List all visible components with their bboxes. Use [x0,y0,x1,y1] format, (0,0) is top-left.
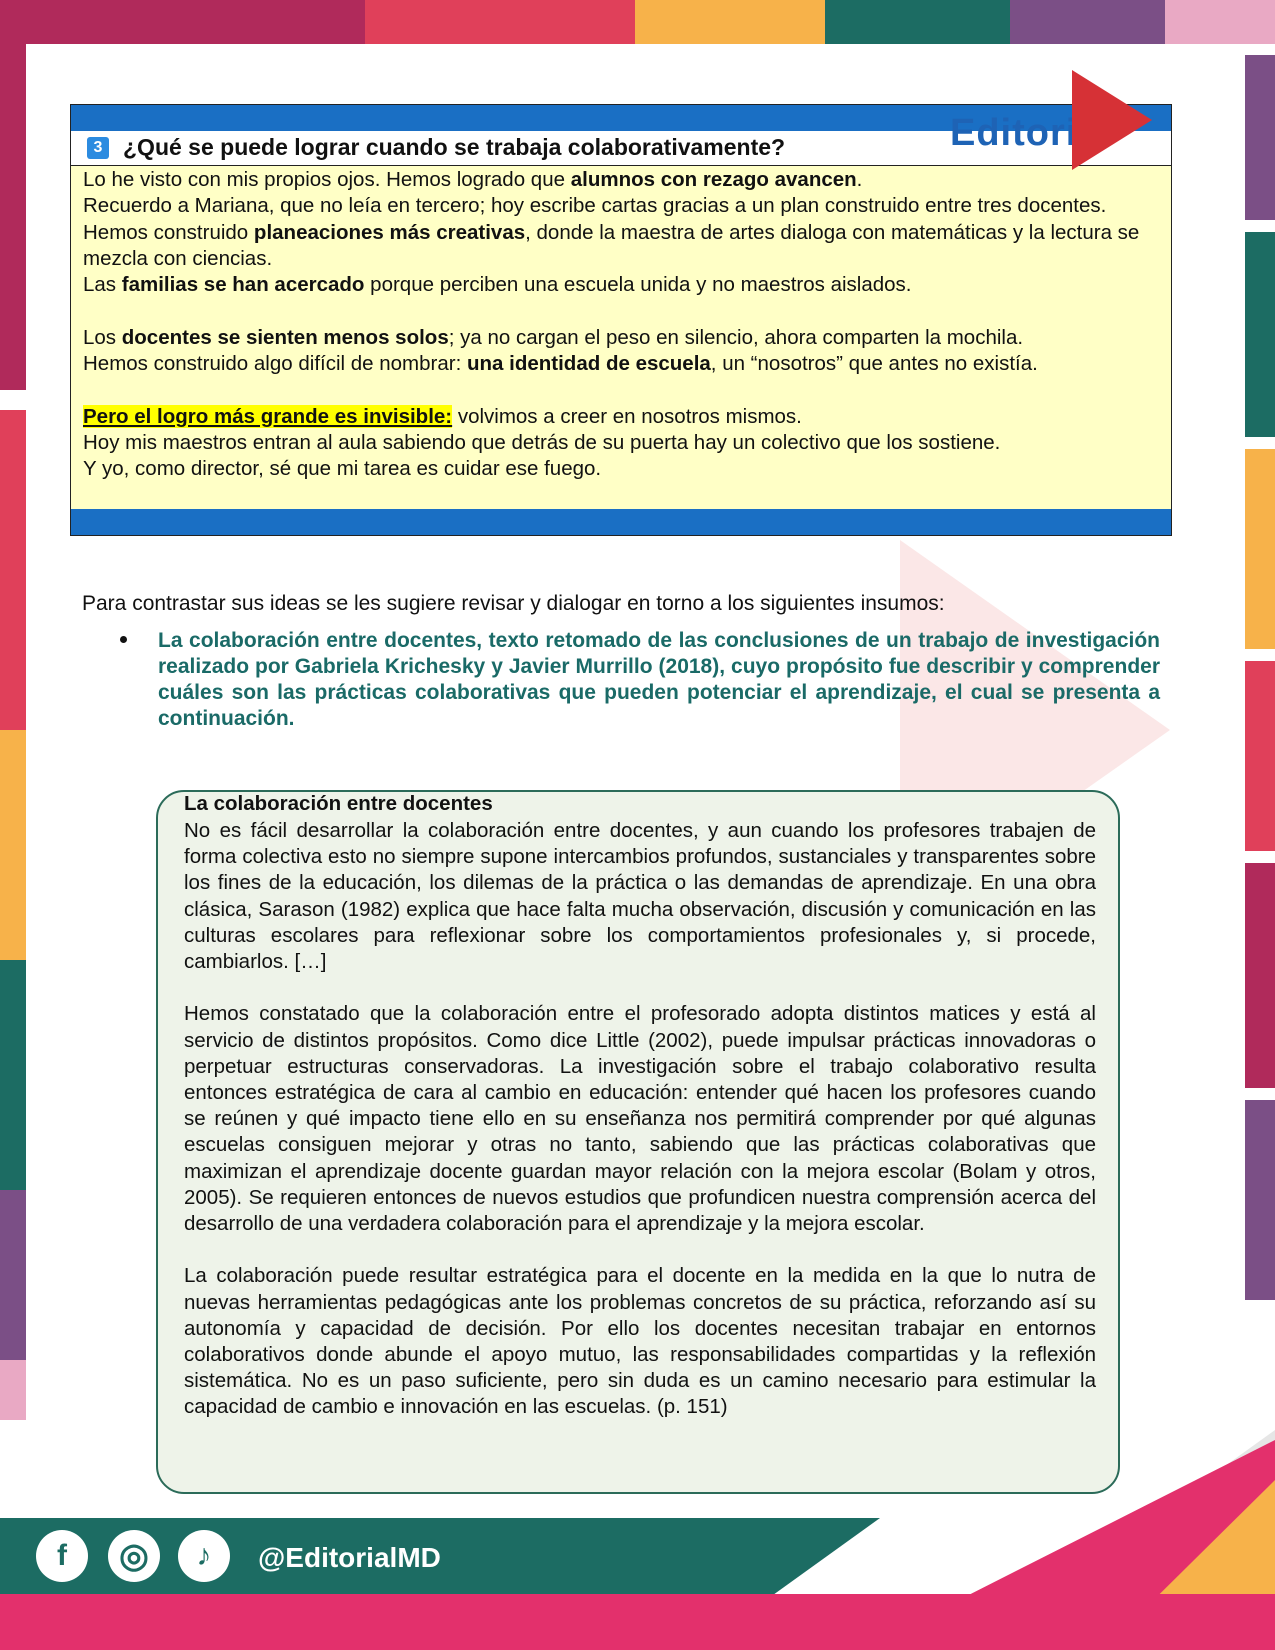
footer-pink-band [0,1594,1275,1650]
logo-text: Editorial [950,112,1112,154]
paragraph: Lo he visto con mis propios ojos. Hemos logrado que alumnos con rezago avancen. [83,168,863,191]
paragraph: Los docentes se sienten menos solos; ya no cargan el peso en silencio, ahora comparten la mochila. [83,325,1024,349]
logo-play-icon [1072,70,1152,170]
facebook-icon[interactable]: f [36,1530,88,1582]
quote-box [156,790,1120,1494]
paragraph: Las familias se han acercado porque perciben una escuela unida y no maestros aislados. [83,273,912,297]
paragraph: Y yo, como director, sé que mi tarea es cuidar ese fuego. [83,457,602,481]
bullet-icon [120,636,127,643]
bullet-text: La colaboración entre docentes, texto retomado de las conclusiones de un trabajo de investigación realizado por Gabriela Krichesky y Javier Murrillo (2018), cuyo propósito fue describir y comprender cuáles son las prácticas colaborativas que pueden potenciar el aprendizaje, el cual se presenta a continuación. [158,629,1160,730]
instagram-icon[interactable]: ◎ [108,1530,160,1582]
paragraph: Hemos construido algo difícil de nombrar: una identidad de escuela, un “nosotros” que antes no existía. [83,352,1038,376]
right-color-strip [1245,55,1275,1455]
question-body [83,167,1163,483]
question-number-badge: 3 [87,137,109,159]
question-box-bottom-bar [71,509,1171,535]
editorial-logo [950,110,1230,180]
paragraph: Hoy mis maestros entran al aula sabiendo que detrás de su puerta hay un colectivo que los sostiene. [83,430,1001,454]
top-color-strip [0,0,1275,44]
paragraph: Hemos construido planeaciones más creativas, donde la maestra de artes dialoga con matemáticas y la lectura se mezcla con ciencias. [83,220,1140,270]
paragraph: No es fácil desarrollar la colaboración entre docentes, y aun cuando los profesores trabajen de forma colectiva esto no siempre supone intercambios profundos, sustanciales y transparentes sobre los fines de la educación, los dilemas de la práctica o las demandas de aprendizaje. En una obra clásica, Sarason (1982) explica que hace falta mucha observación, discusión y comunicación en las culturas escolares para reflexionar sobre los comportamientos profesionales y, si procede, cambiarlos. […] [184,819,1096,974]
quote-title: La colaboración entre docentes [184,792,493,815]
paragraph: Pero el logro más grande es invisible: volvimos a creer en nosotros mismos. [83,404,802,428]
social-handle[interactable]: @EditorialMD [258,1542,441,1573]
paragraph: La colaboración puede resultar estratégica para el docente en la medida en la que lo nutra de nuevas herramientas pedagógicas ante los problemas concretos de su práctica, reforzando así su autonomía y capacidad de decisión. Por ello los docentes necesitan trabajar en entornos colaborativos donde abunde el apoyo mutuo, las responsabilidades compartidas y la reflexión sistemática. No es un paso suficiente, pero sin duda es un camino necesario para estimular la capacidad de cambio e innovación en las escuelas. (p. 151) [184,1264,1096,1419]
left-color-strip [0,0,26,1520]
tiktok-icon[interactable]: ♪ [178,1530,230,1582]
list-item [120,628,1160,732]
paragraph: Hemos constatado que la colaboración entre el profesorado adopta distintos matices y está al servicio de distintos propósitos. Como dice Little (2002), puede impulsar prácticas innovadoras o perpetuar estructuras conservadoras. La investigación sobre el trabajo colaborativo resulta entonces estratégica de cara al cambio en educación: entender qué hacen los profesores cuando se reúnen y qué impacto tiene ello en su enseñanza nos permitirá comprender por qué algunas escuelas consiguen mejorar y otras no tanto, sabiendo que las prácticas colaborativas que maximizan el aprendizaje docente guardan mayor relación con la mejora escolar (Bolam y otros, 2005). Se requieren entonces de nuevos estudios que profundicen nuestra comprensión acerca del desarrollo de una verdadera colaboración para el aprendizaje y la mejora escolar. [184,1002,1096,1236]
question-title: ¿Qué se puede lograr cuando se trabaja colaborativamente? [123,134,786,160]
highlighted-text: Pero el logro más grande es invisible: [83,404,453,428]
quote-body [184,818,1096,1421]
intro-text: Para contrastar sus ideas se les sugiere revisar y dialogar en torno a los siguientes insumos: [82,592,945,615]
paragraph: Recuerdo a Mariana, que no leía en tercero; hoy escribe cartas gracias a un plan construido entre tres docentes. [83,194,1107,218]
